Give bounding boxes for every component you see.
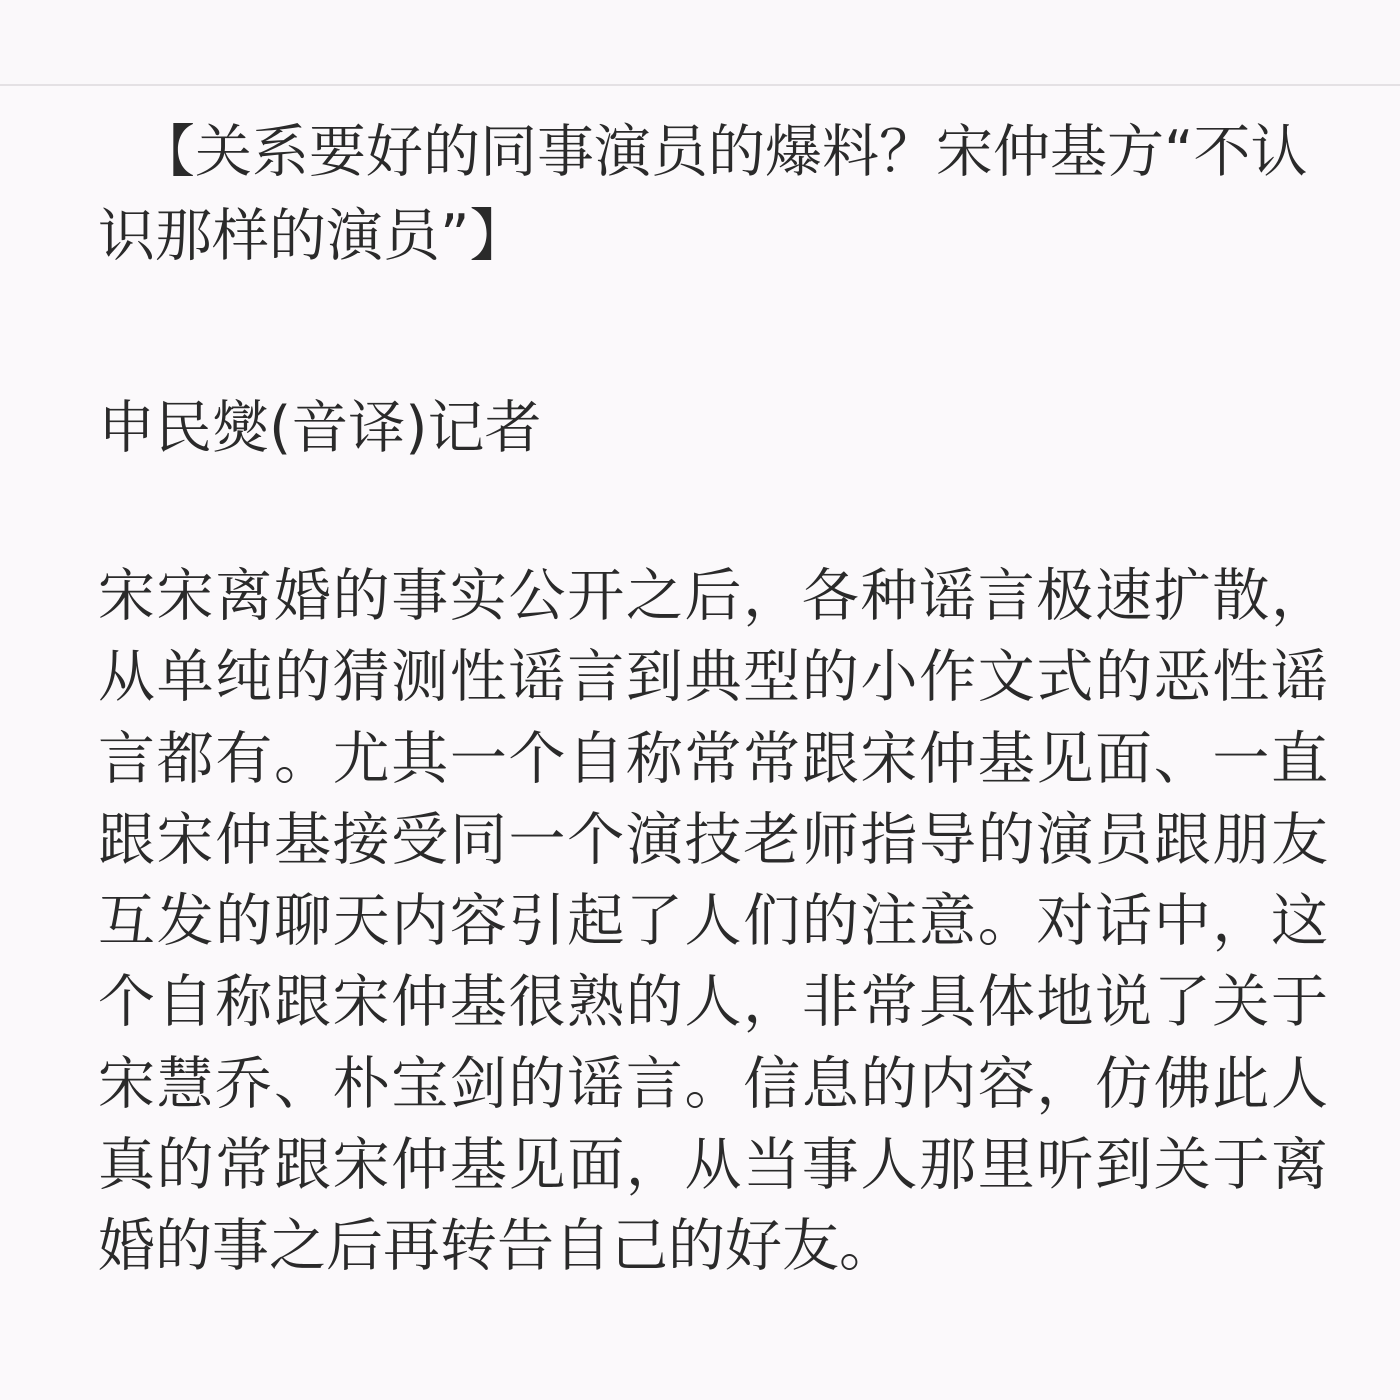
article-paragraph: 宋宋离婚的事实公开之后，各种谣言极速扩散，从单纯的猜测性谣言到典型的小作文式的恶性谣言都有。尤其一个自称常常跟宋仲基见面、一直跟宋仲基接受同一个演技老师指导的演员跟朋友互发的聊天内容引起了人们的注意。对话中，这个自称跟宋仲基很熟的人，非常具体地说了关于宋慧乔、朴宝剑的谣言。信息的内容，仿佛此人真的常跟宋仲基见面，从当事人那里听到关于离婚的事之后再转告自己的好友。 [98, 563, 1328, 1280]
header-strip [0, 0, 1400, 86]
reporter-byline: 申民爕(音译)记者 [98, 395, 542, 461]
article-body [98, 110, 1328, 1288]
section-heading: 【关系要好的同事演员的爆料？宋仲基方“不认识那样的演员”】 [98, 119, 1308, 269]
